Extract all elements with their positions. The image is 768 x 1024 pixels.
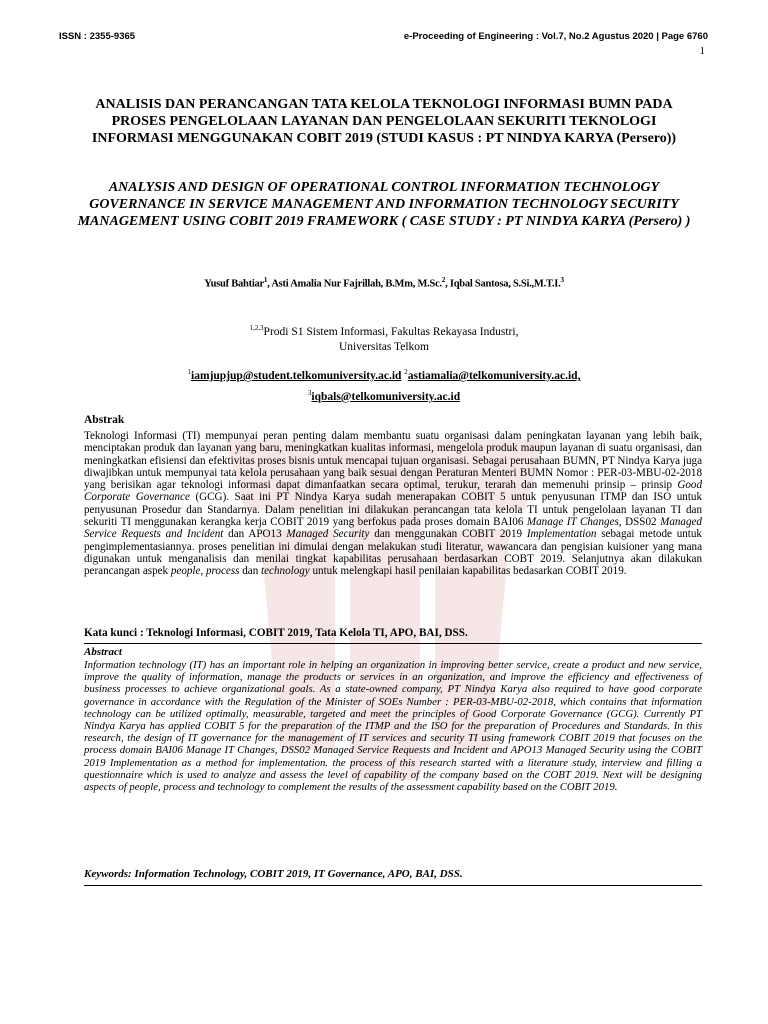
abstrak-text-3: , DSS02 [618,516,661,529]
abstract-body: Information technology (IT) has an important role in helping an organization in improving better service, create a product and new service, improve the quality of information, manage the products or services in an organization, and improve the efficiency and effectiveness of business processes to achieve organizational goals. As a state-owned company, PT Nindya Karya also required to have good corporate governance in accordance with the Regulation of the Minister of SOEs Number : PER-03-MBU-02-2018, which contains that information technology can be utilized optimally, measurable, targeted and meet the principles of Good Corporate Governance (GCG). Currently PT Nindya Karya has applied COBIT 5 for the preparation of the ITMP and the ISO for the preparation of Procedures and Standards. In this research, the design of IT governance for the management of IT services and security TI using framework COBIT 2019 that focuses on the process domain BAI06 Manage IT Changes, DSS02 Managed Service Requests and Incident and APO13 Managed Security using the COBIT 2019 Implementation as a method for implementation. the process of this research started with a literature study, interview and filling a questionnaire which is used to analyze and assess the level of capability of the company based on the COBT 2019. Next will be designing aspects of people, process and technology to complement the results of the assessment capability based on the COBIT 2019. [84,659,702,794]
abstrak-italic-4: Managed Security [286,528,370,541]
email-1-link[interactable]: iamjupjup@student.telkomuniversity.ac.id [191,369,402,382]
abstrak-text-2: (GCG). Saat ini PT Nindya Karya sudah menerapakan COBIT 5 untuk penyusunan ITMP dan ISO untuk penyusunan Prosedur dan Standarnya. Dalam penelitian ini dilakukan perancangan tata kelola TI untuk pengelolaan layanan TI dan sekuriti TI menggunakan kerangka kerja COBIT 2019 yang berfokus pada proses domain BAI06 [84,491,703,529]
abstrak-text-8: dan [239,565,262,578]
abstract-heading: Abstract [84,646,122,658]
journal-header: e-Proceeding of Engineering : Vol.7, No.2 Agustus 2020 | Page 6760 [403,31,708,42]
abstrak-body [84,430,702,578]
email-1-sup: 1 [187,368,192,376]
author-2-sup: 2 [441,276,446,284]
abstrak-italic-6: people [170,565,201,578]
author-2: , Asti Amalia Nur Fajrillah, B.Mm, M.Sc. [267,278,442,290]
author-3: , Iqbal Santosa, S.Si.,M.T.I. [445,278,561,290]
email-2-link[interactable]: astiamalia@telkomuniversity.ac.id, [407,369,581,382]
email-2-sup: 2 [404,368,408,376]
affiliation [0,321,768,355]
kata-kunci: Kata kunci : Teknologi Informasi, COBIT 2019, Tata Kelola TI, APO, BAI, DSS. [84,627,468,639]
abstrak-text-7: , [200,565,206,578]
author-1: Yusuf Bahtiar [204,278,264,290]
abstrak-italic-5: Implementation [526,528,597,541]
issn-header: ISSN : 2355-9365 [59,31,136,42]
affiliation-sup: 1,2,3 [249,324,264,332]
abstrak-italic-3: Managed Service Requests and Incident [84,516,702,541]
divider-bottom [84,885,702,886]
page-number: 1 [699,45,705,57]
author-emails [0,364,768,406]
abstrak-italic-7: process [205,565,240,578]
keywords-line [84,868,463,880]
abstrak-text-5: dan menggunakan COBIT 2019 [369,528,527,541]
keywords-value: : Information Technology, COBIT 2019, IT Governance, APO, BAI, DSS. [128,868,463,880]
abstrak-italic-2: Manage IT Changes [526,516,619,529]
abstrak-italic-1: Good Corporate Governance [84,479,702,504]
abstrak-text-6: sebagai metode untuk pengimplementasiannya. proses penelitian ini dimulai dengan melakukan studi literatur, wawancara dan pengisian kuisioner yang mana digunakan untuk menganalisis dan menilai tingkat kapabilitas perusahaan berdasarkan COBT 2019. Selanjutnya akan dilakukan perancangan aspek [84,528,702,578]
title-english: ANALYSIS AND DESIGN OF OPERATIONAL CONTROL INFORMATION TECHNOLOGY GOVERNANCE IN SERVICE MANAGEMENT AND INFORMATION TECHNOLOGY SECURITY MANAGEMENT USING COBIT 2019 FRAMEWORK ( CASE STUDY : PT NINDYA KARYA (Persero) ) [77,180,691,229]
abstrak-heading: Abstrak [84,414,125,426]
affiliation-line-1: Prodi S1 Sistem Informasi, Fakultas Rekayasa Industri, [263,325,519,338]
author-list [0,276,768,290]
affiliation-line-2: Universitas Telkom [338,340,429,353]
abstrak-italic-8: technology [261,565,310,578]
abstrak-text-9: untuk melengkapi hasil penilaian kapabilitas bedasarkan COBIT 2019. [309,565,627,578]
abstrak-text-1: Teknologi Informasi (TI) mempunyai peran penting dalam membantu suatu organisasi dalam peningkatan layanan yang lebih baik, menciptakan produk dan layanan yang baru, meningkatkan kualitas informasi, mengelola produk maupun layanan di suatu organisasi, dan meningkatkan efisiensi dan efektivitas proses bisnis untuk mencapai tujuan organisasi. Sebagai perusahaan BUMN, PT Nindya Karya juga diwajibkan untuk mempunyai tata kelola perusahaan yang baik sesuai dengan Peraturan Menteri BUMN Nomor : PER-03-MBU-02-2018 yang berisikan agar teknologi informasi dapat dimanfaatkan secara optimal, terukur, terarah dan memenuhi prinsip – prinsip [84,430,702,492]
author-3-sup: 3 [560,276,564,284]
divider-top [84,643,702,644]
keywords-label: Keywords [84,868,128,880]
email-3-sup: 3 [307,388,312,397]
title-indonesian: ANALISIS DAN PERANCANGAN TATA KELOLA TEKNOLOGI INFORMASI BUMN PADA PROSES PENGELOLAAN LAYANAN DAN PENGELOLAAN SEKURITI TEKNOLOGI INFORMASI MENGGUNAKAN COBIT 2019 (STUDI KASUS : PT NINDYA KARYA (Persero)) [91,97,677,146]
author-1-sup: 1 [263,276,268,284]
email-3-link[interactable]: iqbals@telkomuniversity.ac.id [311,390,461,403]
abstrak-text-4: dan APO13 [223,528,287,541]
